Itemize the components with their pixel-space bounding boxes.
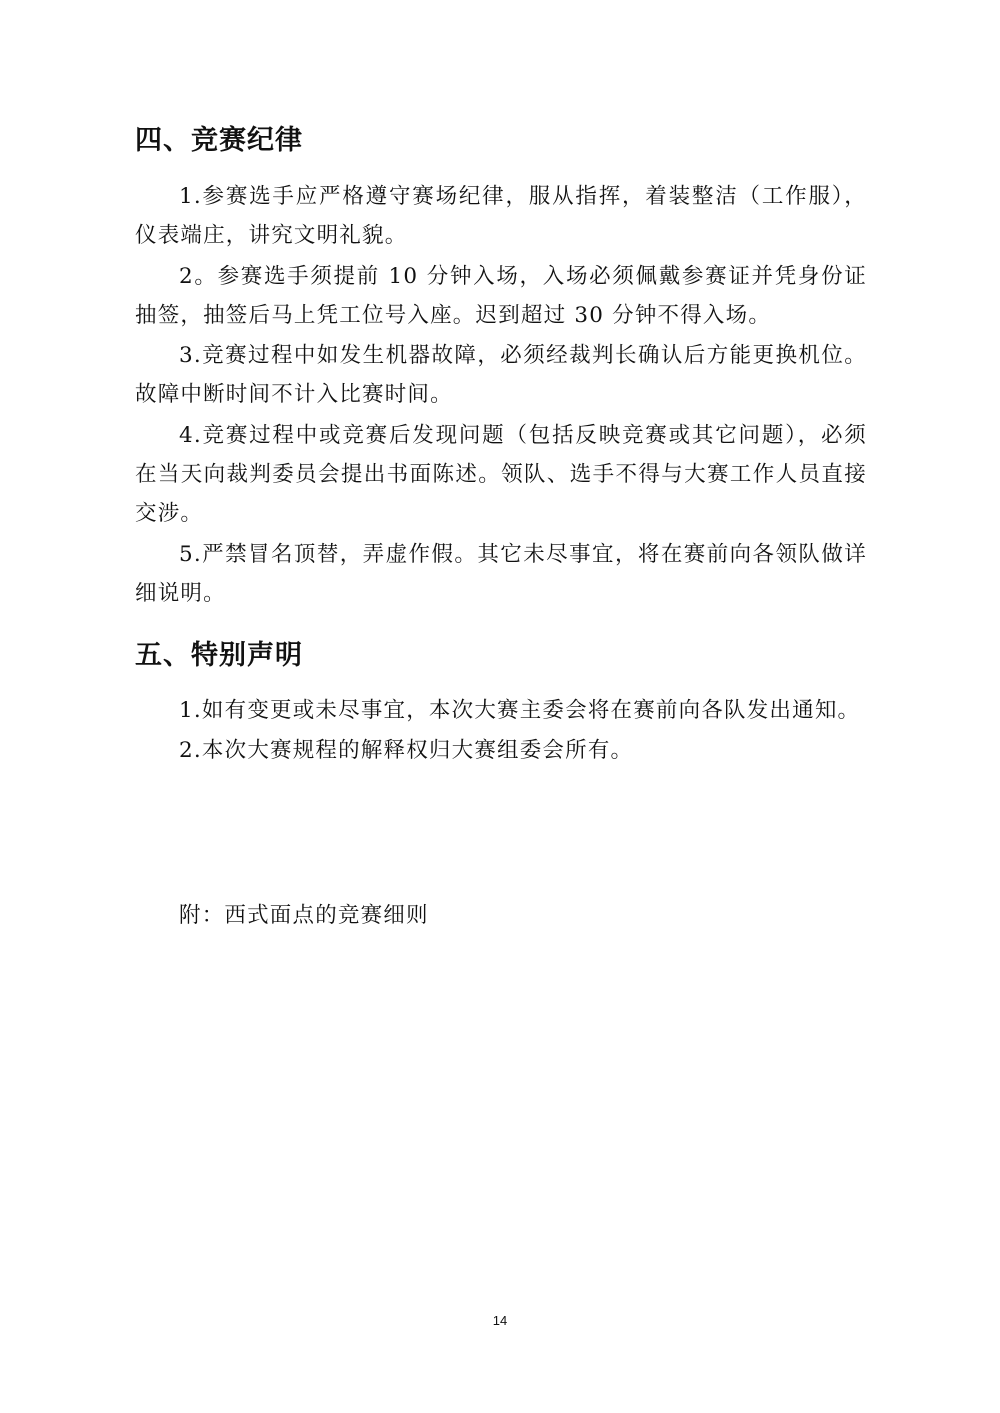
section-4-item-3: 3.竞赛过程中如发生机器故障，必须经裁判长确认后方能更换机位。故障中断时间不计入比赛时间。 xyxy=(135,343,867,407)
section-4-item-2: 2。参赛选手须提前 10 分钟入场，入场必须佩戴参赛证并凭身份证抽签，抽签后马上凭工位号入座。迟到超过 30 分钟不得入场。 xyxy=(135,264,867,328)
attachment-note: 附：西式面点的竞赛细则 xyxy=(179,903,429,928)
section-4-item-5: 5.严禁冒名顶替，弄虚作假。其它未尽事宜，将在赛前向各领队做详细说明。 xyxy=(135,542,867,606)
section-4-heading: 四、竞赛纪律 xyxy=(135,125,303,156)
page-number: 14 xyxy=(492,1313,508,1328)
section-4-item-1: 1.参赛选手应严格遵守赛场纪律，服从指挥，着装整洁（工作服），仪表端庄，讲究文明礼貌。 xyxy=(135,184,867,248)
section-4-item-4: 4.竞赛过程中或竞赛后发现问题（包括反映竞赛或其它问题），必须在当天向裁判委员会提出书面陈述。领队、选手不得与大赛工作人员直接交涉。 xyxy=(135,423,867,526)
section-5-item-2: 2.本次大赛规程的解释权归大赛组委会所有。 xyxy=(179,738,634,763)
section-5-item-1: 1.如有变更或未尽事宜，本次大赛主委会将在赛前向各队发出通知。 xyxy=(179,698,861,723)
section-5-heading: 五、特别声明 xyxy=(135,640,303,671)
